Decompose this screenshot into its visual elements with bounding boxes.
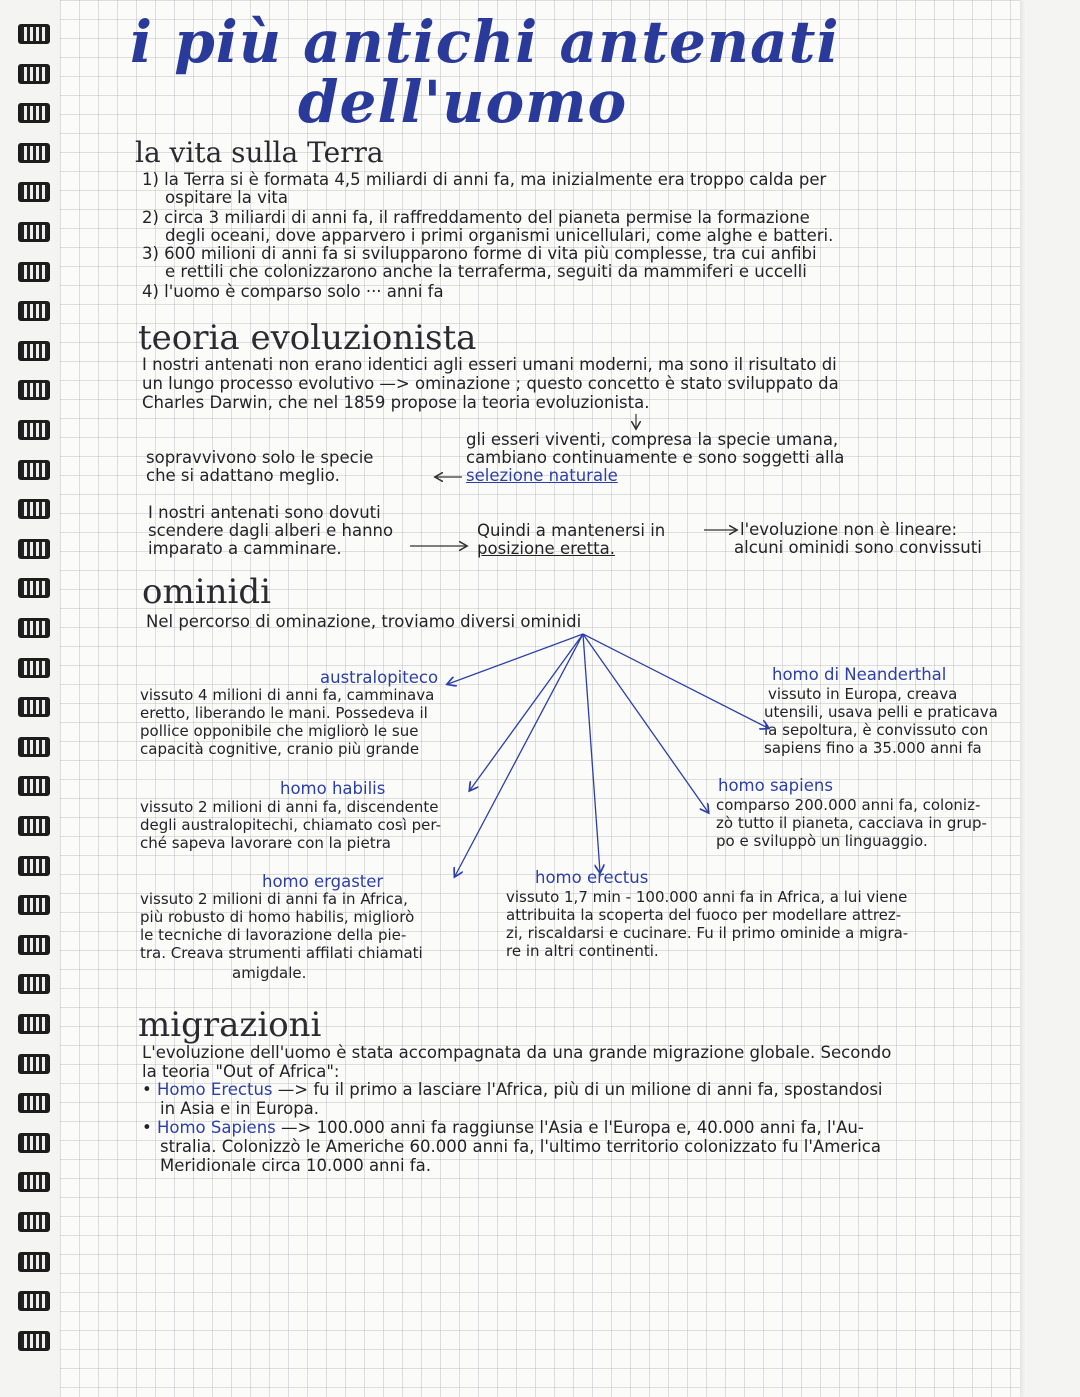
- migration-text: in Asia e in Europa.: [160, 1099, 320, 1118]
- bullet-dot: •: [142, 1080, 157, 1099]
- hominid-desc: vissuto 4 milioni di anni fa, camminava: [140, 686, 435, 704]
- hominid-desc: vissuto 2 milioni di anni fa in Africa,: [140, 890, 408, 908]
- hominid-desc: zi, riscaldarsi e cucinare. Fu il primo ominide a migra-: [506, 924, 909, 942]
- bullet-dot: •: [142, 1118, 157, 1137]
- hominid-desc: amigdale.: [232, 964, 307, 982]
- migrazioni-intro: la teoria "Out of Africa":: [142, 1062, 340, 1081]
- hominid-desc: eretto, liberando le mani. Possedeva il: [140, 704, 428, 722]
- page-title-line1: i più antichi antenati: [130, 8, 840, 76]
- hominid-desc: re in altri continenti.: [506, 942, 659, 960]
- section-heading-migrazioni: migrazioni: [138, 1005, 322, 1045]
- hominid-desc: degli australopitechi, chiamato così per-: [140, 816, 442, 834]
- vita-item: degli oceani, dove apparvero i primi organismi unicellulari, come alghe e batteri.: [165, 226, 834, 245]
- teoria-line: Charles Darwin, che nel 1859 propose la teoria evoluzionista.: [142, 393, 650, 412]
- migrazioni-intro: L'evoluzione dell'uomo è stata accompagnata da una grande migrazione globale. Secondo: [142, 1043, 892, 1062]
- vita-item: 4) l'uomo è comparso solo ··· anni fa: [142, 282, 444, 301]
- arrow-australopiteco: [448, 634, 583, 684]
- section-heading-vita: la vita sulla Terra: [135, 136, 384, 169]
- teoria-line: I nostri antenati non erano identici agli esseri umani moderni, ma sono il risultato di: [142, 355, 837, 374]
- teoria-line: un lungo processo evolutivo —> ominazione ; questo concetto è stato sviluppato da: [142, 374, 839, 393]
- hominid-desc: po e sviluppò un linguaggio.: [716, 832, 928, 850]
- hominid-desc: più robusto di homo habilis, migliorò: [140, 908, 415, 926]
- hominid-desc: vissuto 1,7 min - 100.000 anni fa in Africa, a lui viene: [506, 888, 908, 906]
- arrow-habilis: [470, 634, 583, 790]
- migration-text: —> 100.000 anni fa raggiunse l'Asia e l'Europa e, 40.000 anni fa, l'Au-: [281, 1118, 864, 1137]
- selection-text: cambiano continuamente e sono soggetti alla: [466, 448, 845, 467]
- vita-item: 1) la Terra si è formata 4,5 miliardi di anni fa, ma inizialmente era troppo calda per: [142, 170, 827, 189]
- adaptation-text: che si adattano meglio.: [146, 466, 340, 485]
- hominid-desc: vissuto in Europa, creava: [768, 685, 958, 703]
- hominid-desc: capacità cognitive, cranio più grande: [140, 740, 420, 758]
- vita-item: 3) 600 milioni di anni fa si svilupparono forme di vita più complesse, tra cui anfibi: [142, 244, 817, 263]
- hominid-name-habilis: homo habilis: [280, 779, 386, 798]
- migration-text: —> fu il primo a lasciare l'Africa, più di un milione di anni fa, spostandosi: [277, 1080, 883, 1099]
- hominid-desc: sapiens fino a 35.000 anni fa: [764, 739, 982, 757]
- arrow-neanderthal: [583, 634, 768, 728]
- hominid-desc: la sepoltura, è convissuto con: [764, 721, 989, 739]
- hominid-desc: utensili, usava pelli e praticava: [764, 703, 998, 721]
- page-title-line2: dell'uomo: [298, 68, 628, 136]
- vita-item: e rettili che colonizzarono anche la terraferma, seguiti da mammiferi e uccelli: [165, 262, 807, 281]
- walking-text: I nostri antenati sono dovuti: [148, 503, 381, 522]
- arrow-sapiens: [583, 634, 708, 812]
- hominid-desc: zò tutto il pianeta, cacciava in grup-: [716, 814, 987, 832]
- hominid-name-ergaster: homo ergaster: [262, 872, 384, 891]
- hominid-desc: pollice opponibile che migliorò le sue: [140, 722, 419, 740]
- evolution-text: l'evoluzione non è lineare:: [740, 520, 958, 539]
- hominid-desc: ché sapeva lavorare con la pietra: [140, 834, 391, 852]
- walking-text: imparato a camminare.: [148, 539, 342, 558]
- section-heading-teoria: teoria evoluzionista: [138, 318, 477, 358]
- migration-label: Homo Erectus: [156, 1080, 273, 1099]
- upright-text: Quindi a mantenersi in: [477, 521, 666, 540]
- hominid-name-australopiteco: australopiteco: [320, 668, 439, 687]
- hominid-name-sapiens: homo sapiens: [718, 776, 833, 795]
- hominid-desc: le tecniche di lavorazione della pie-: [140, 926, 407, 944]
- section-heading-ominidi: ominidi: [142, 572, 271, 612]
- hominid-name-neanderthal: homo di Neanderthal: [772, 665, 947, 684]
- hominid-desc: tra. Creava strumenti affilati chiamati: [140, 944, 423, 962]
- migration-text: stralia. Colonizzò le Americhe 60.000 anni fa, l'ultimo territorio colonizzato fu l'America: [160, 1137, 881, 1156]
- selection-text: gli esseri viventi, compresa la specie umana,: [466, 430, 839, 449]
- upright-text: posizione eretta.: [477, 539, 615, 558]
- selection-text: selezione naturale: [466, 466, 618, 485]
- ominidi-intro: Nel percorso di ominazione, troviamo diversi ominidi: [146, 612, 582, 631]
- vita-item: ospitare la vita: [165, 188, 289, 207]
- migration-text: Meridionale circa 10.000 anni fa.: [160, 1156, 431, 1175]
- migration-label: Homo Sapiens: [156, 1118, 276, 1137]
- hominid-name-erectus: homo erectus: [535, 868, 649, 887]
- vita-item: 2) circa 3 miliardi di anni fa, il raffreddamento del pianeta permise la formazione: [142, 208, 810, 227]
- arrow-erectus: [583, 634, 600, 872]
- hominid-desc: vissuto 2 milioni di anni fa, discendente: [140, 798, 439, 816]
- walking-text: scendere dagli alberi e hanno: [148, 521, 394, 540]
- hominid-desc: attribuita la scoperta del fuoco per modellare attrez-: [506, 906, 902, 924]
- hominid-desc: comparso 200.000 anni fa, coloniz-: [716, 796, 981, 814]
- adaptation-text: sopravvivono solo le specie: [146, 448, 374, 467]
- evolution-text: alcuni ominidi sono convissuti: [734, 538, 982, 557]
- arrow-ergaster: [455, 634, 583, 876]
